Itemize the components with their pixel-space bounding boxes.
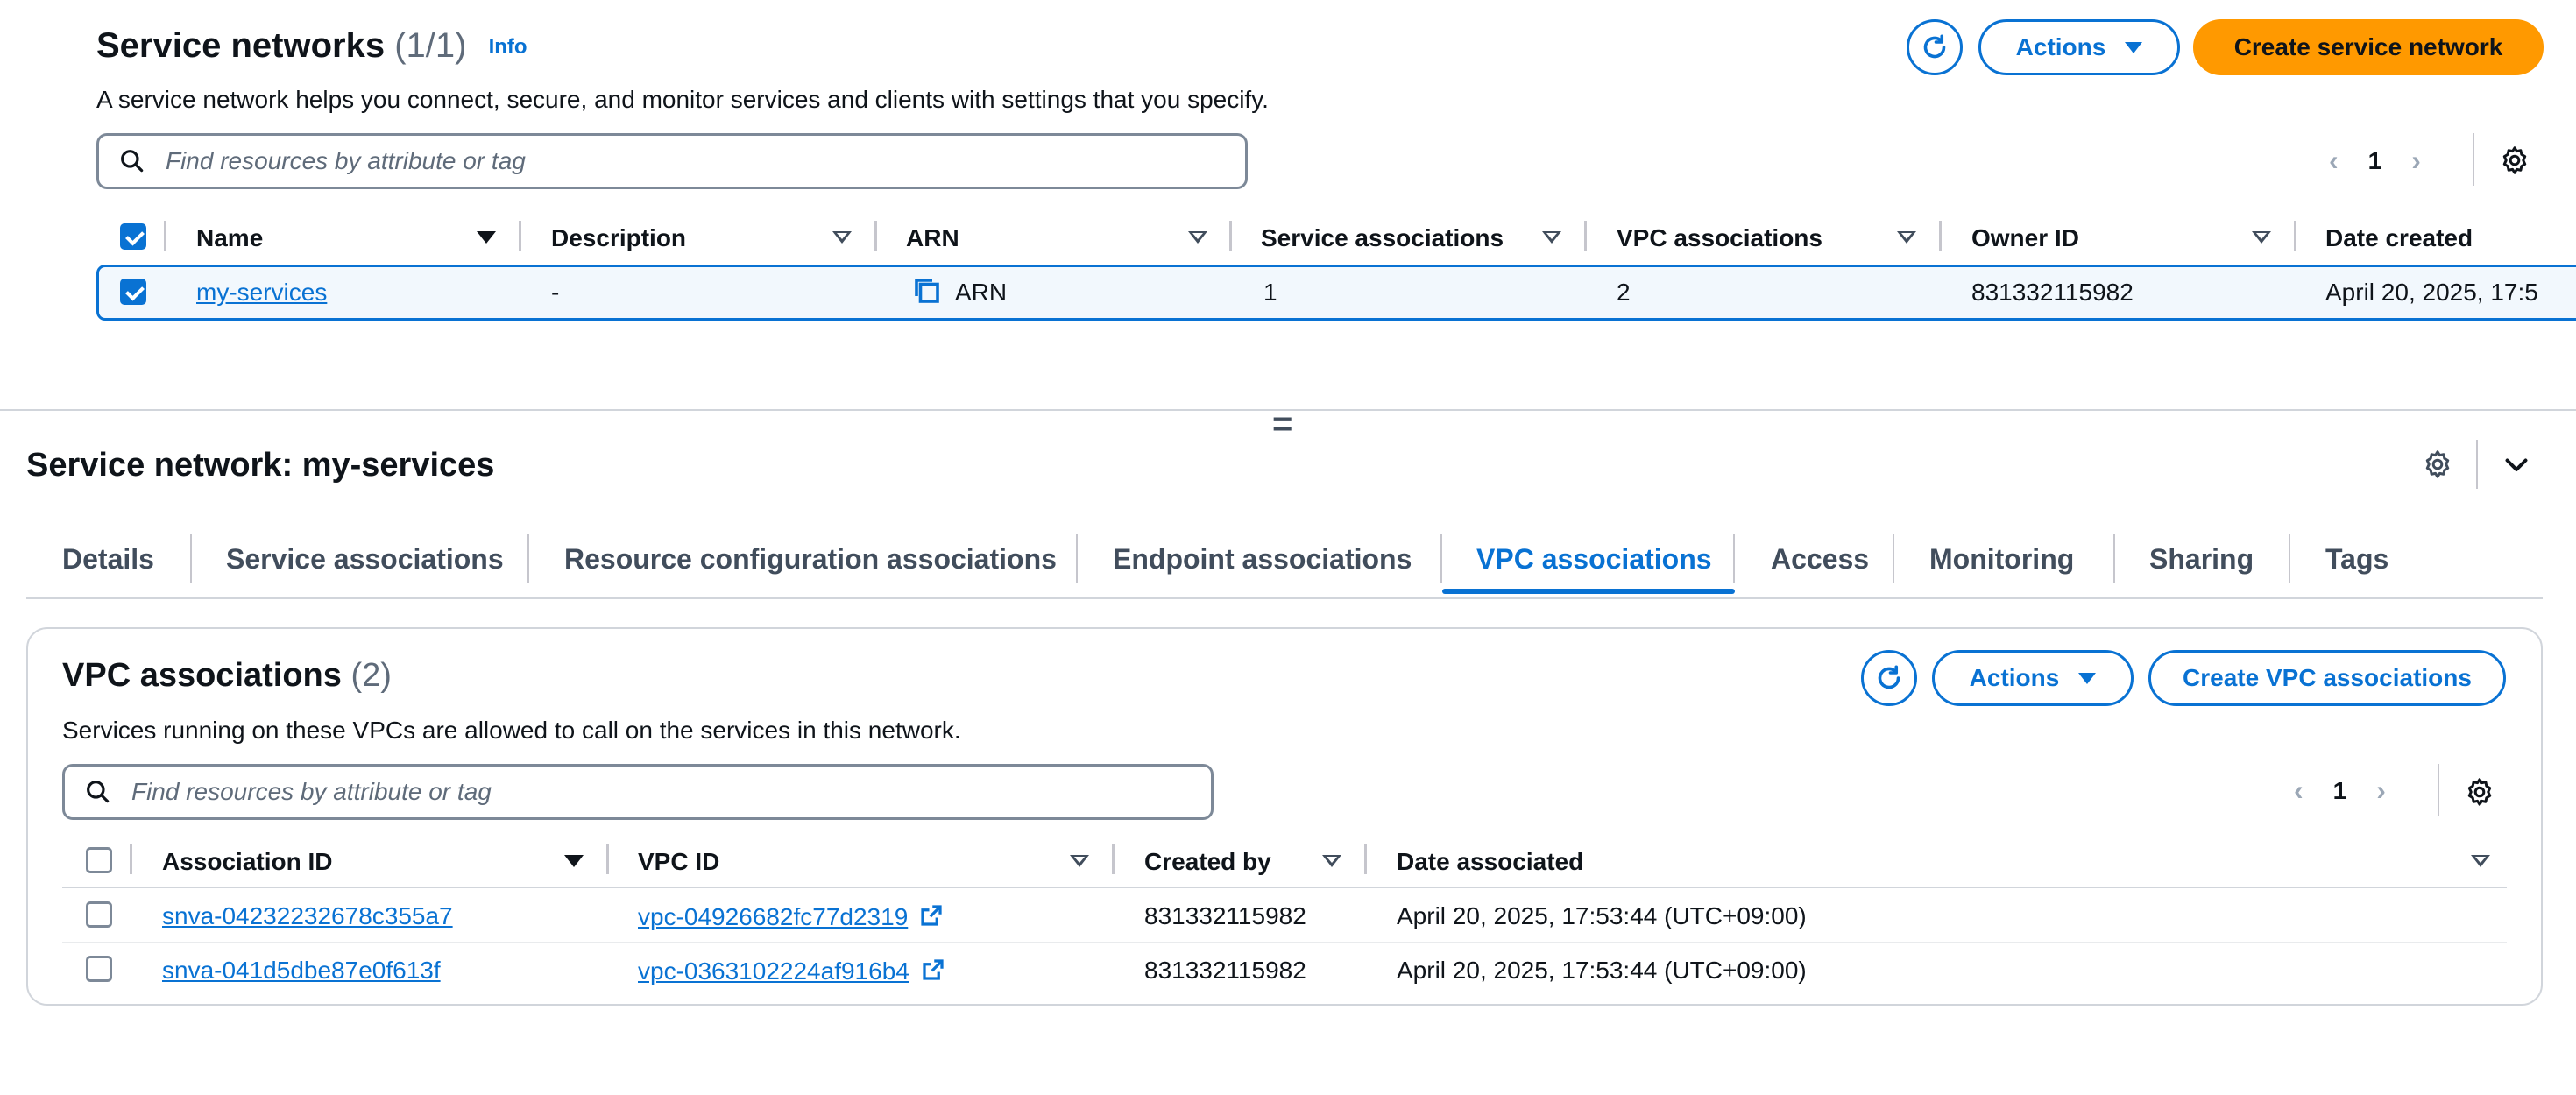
association-id-link[interactable]: snva-041d5dbe87e0f613f bbox=[162, 957, 441, 984]
column-divider bbox=[519, 221, 521, 251]
sort-icon[interactable] bbox=[2471, 855, 2490, 867]
tab-tags[interactable]: Tags bbox=[2325, 543, 2389, 575]
column-divider bbox=[1584, 221, 1587, 251]
select-all-checkbox[interactable] bbox=[86, 847, 112, 873]
column-header-arn[interactable]: ARN bbox=[906, 224, 959, 251]
tab-monitoring[interactable]: Monitoring bbox=[1929, 543, 2075, 575]
pagination bbox=[2329, 145, 2421, 177]
service-network-name-link[interactable]: my-services bbox=[196, 279, 328, 306]
create-service-network-button[interactable]: Create service network bbox=[2193, 19, 2544, 75]
page-number[interactable]: 1 bbox=[2332, 776, 2347, 804]
tab-divider bbox=[2289, 534, 2290, 583]
caret-down-icon bbox=[2125, 42, 2142, 53]
sort-icon[interactable] bbox=[832, 231, 852, 244]
sort-icon[interactable] bbox=[1070, 855, 1089, 867]
row-checkbox[interactable] bbox=[86, 901, 112, 928]
association-id-link[interactable]: snva-04232232678c355a7 bbox=[162, 902, 453, 929]
tabs-baseline bbox=[26, 597, 2543, 599]
tab-endpoint-associations[interactable]: Endpoint associations bbox=[1113, 543, 1412, 575]
tab-access[interactable]: Access bbox=[1771, 543, 1870, 575]
row-checkbox[interactable] bbox=[86, 956, 112, 982]
sort-descending-icon[interactable] bbox=[477, 231, 496, 244]
vpc-associations-description: Services running on these VPCs are allowed to call on the services in this network. bbox=[62, 717, 961, 744]
column-header-date-created[interactable]: Date created bbox=[2325, 224, 2473, 251]
pager-divider bbox=[2473, 133, 2474, 186]
column-header-association-id[interactable]: Association ID bbox=[162, 848, 333, 875]
vpc-id-link[interactable]: vpc-0363102224af916b4 bbox=[638, 957, 909, 985]
page-title-count: (1/1) bbox=[394, 26, 467, 65]
row-owner-id: 831332115982 bbox=[1971, 279, 2134, 306]
created-by-cell: 831332115982 bbox=[1144, 957, 1306, 984]
sort-icon[interactable] bbox=[1542, 231, 1561, 244]
column-header-owner-id[interactable]: Owner ID bbox=[1971, 224, 2079, 251]
panel-header-divider bbox=[2476, 440, 2478, 489]
next-page-icon[interactable]: › bbox=[2376, 774, 2386, 806]
prev-page-icon[interactable]: ‹ bbox=[2329, 145, 2339, 176]
vpc-search-field[interactable] bbox=[62, 764, 1214, 820]
sort-icon[interactable] bbox=[2252, 231, 2271, 244]
resize-handle[interactable]: = bbox=[1272, 405, 1293, 443]
settings-gear-icon[interactable] bbox=[2422, 449, 2453, 480]
date-associated-cell: April 20, 2025, 17:53:44 (UTC+09:00) bbox=[1397, 957, 1807, 984]
row-description: - bbox=[551, 279, 560, 306]
actions-label: Actions bbox=[2015, 33, 2106, 60]
date-associated-cell: April 20, 2025, 17:53:44 (UTC+09:00) bbox=[1397, 902, 1807, 929]
row-arn: ARN bbox=[955, 279, 1008, 306]
created-by-cell: 831332115982 bbox=[1144, 902, 1306, 929]
row-service-associations: 1 bbox=[1263, 279, 1277, 306]
page-number[interactable]: 1 bbox=[2367, 146, 2382, 174]
vpc-id-link[interactable]: vpc-04926682fc77d2319 bbox=[638, 903, 909, 930]
column-divider bbox=[1364, 844, 1367, 874]
column-divider bbox=[874, 221, 877, 251]
prev-page-icon[interactable]: ‹ bbox=[2294, 774, 2304, 806]
tab-sharing[interactable]: Sharing bbox=[2149, 543, 2254, 575]
column-header-created-by[interactable]: Created by bbox=[1144, 848, 1271, 875]
column-divider bbox=[2294, 221, 2296, 251]
column-header-vpc-associations[interactable]: VPC associations bbox=[1617, 224, 1822, 251]
tab-service-associations[interactable]: Service associations bbox=[226, 543, 504, 575]
tab-divider bbox=[1733, 534, 1735, 583]
column-header-description[interactable]: Description bbox=[551, 224, 687, 251]
page-title-text: Service networks bbox=[96, 26, 386, 65]
search-icon bbox=[84, 777, 112, 807]
sort-icon[interactable] bbox=[1322, 855, 1341, 867]
column-divider bbox=[130, 844, 132, 874]
chevron-down-icon[interactable] bbox=[2501, 449, 2532, 480]
tab-divider bbox=[1076, 534, 1078, 583]
vpc-associations-title bbox=[62, 657, 392, 695]
tab-divider bbox=[527, 534, 529, 583]
create-vpc-associations-button[interactable]: Create VPC associations bbox=[2148, 650, 2506, 706]
copy-icon[interactable] bbox=[911, 275, 943, 307]
refresh-icon bbox=[1919, 32, 1950, 63]
column-divider bbox=[164, 221, 166, 251]
vpc-id-cell bbox=[638, 902, 945, 931]
refresh-button[interactable] bbox=[1907, 19, 1963, 75]
vpc-actions-label: Actions bbox=[1969, 664, 2060, 691]
sort-icon[interactable] bbox=[1188, 231, 1207, 244]
column-divider bbox=[1939, 221, 1942, 251]
column-divider bbox=[606, 844, 609, 874]
search-input[interactable] bbox=[164, 146, 1245, 176]
sort-descending-icon[interactable] bbox=[564, 855, 584, 867]
vpc-pagination bbox=[2294, 774, 2386, 807]
column-divider bbox=[1112, 844, 1115, 874]
column-divider bbox=[1229, 221, 1232, 251]
vpc-associations-count: (2) bbox=[350, 657, 392, 694]
row-vpc-associations: 2 bbox=[1617, 279, 1631, 306]
column-header-service-associations[interactable]: Service associations bbox=[1261, 224, 1504, 251]
column-header-vpc-id[interactable]: VPC ID bbox=[638, 848, 720, 875]
info-link[interactable]: Info bbox=[488, 35, 527, 60]
vpc-search-input[interactable] bbox=[130, 777, 1211, 807]
tab-divider bbox=[190, 534, 192, 583]
search-field[interactable] bbox=[96, 133, 1248, 189]
next-page-icon[interactable]: › bbox=[2411, 145, 2421, 176]
active-tab-indicator bbox=[1442, 589, 1735, 594]
page-description: A service network helps you connect, secure, and monitor services and clients with settings that you specify. bbox=[96, 86, 1269, 113]
tab-resource-configuration-associations[interactable]: Resource configuration associations bbox=[564, 543, 1057, 575]
external-link-icon[interactable] bbox=[918, 902, 945, 929]
select-all-checkbox[interactable] bbox=[120, 223, 146, 250]
vpc-associations-title-text: VPC associations bbox=[62, 657, 342, 694]
row-date-created: April 20, 2025, 17:5 bbox=[2325, 279, 2538, 306]
refresh-icon bbox=[1873, 662, 1905, 694]
pager-divider bbox=[2438, 764, 2439, 816]
detail-title: Service network: my-services bbox=[26, 447, 495, 484]
caret-down-icon bbox=[2078, 673, 2096, 684]
row-divider bbox=[62, 942, 2507, 943]
actions-button[interactable] bbox=[1978, 19, 2180, 75]
table-row-selected[interactable] bbox=[96, 265, 2576, 321]
settings-gear-icon[interactable] bbox=[2464, 776, 2495, 808]
tab-divider bbox=[2113, 534, 2115, 583]
row-checkbox[interactable] bbox=[120, 279, 146, 305]
column-header-name[interactable]: Name bbox=[196, 224, 264, 251]
page-title bbox=[96, 26, 527, 66]
vpc-id-cell bbox=[638, 957, 946, 986]
search-icon bbox=[118, 146, 146, 176]
table-header-border bbox=[62, 887, 2507, 888]
tab-details[interactable]: Details bbox=[62, 543, 154, 575]
tab-vpc-associations[interactable]: VPC associations bbox=[1476, 543, 1712, 575]
refresh-button[interactable] bbox=[1861, 650, 1917, 706]
external-link-icon[interactable] bbox=[920, 957, 946, 983]
vpc-actions-button[interactable] bbox=[1932, 650, 2134, 706]
tab-divider bbox=[1893, 534, 1894, 583]
sort-icon[interactable] bbox=[1897, 231, 1916, 244]
column-header-date-associated[interactable]: Date associated bbox=[1397, 848, 1584, 875]
tab-divider bbox=[1440, 534, 1442, 583]
settings-gear-icon[interactable] bbox=[2499, 145, 2530, 176]
